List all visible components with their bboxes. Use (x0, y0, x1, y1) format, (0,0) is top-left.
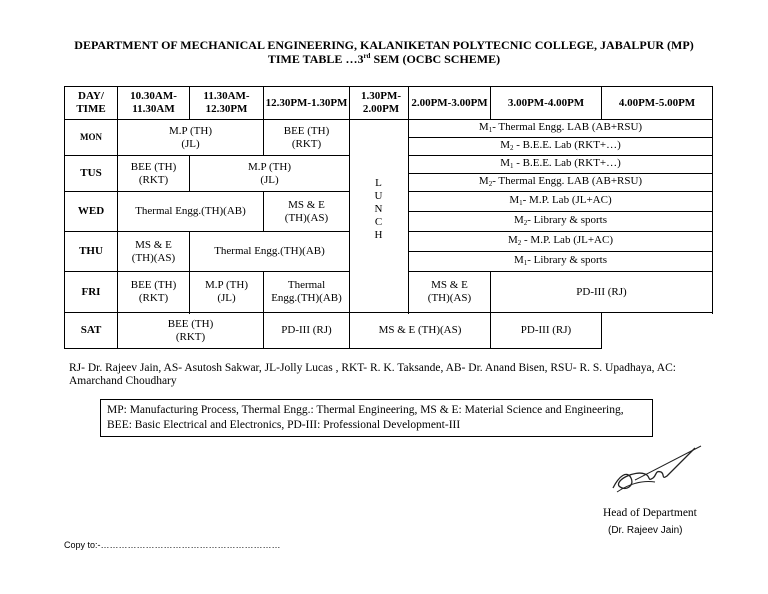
page-subtitle (0, 52, 768, 67)
abbreviation-line-1: MP: Manufacturing Process, Thermal Engg.: Thermal Engineering, MS & E: Material Science and Engineering, (107, 404, 624, 416)
day-fri: FRI (65, 272, 118, 313)
day-sat: SAT (65, 313, 118, 349)
wed-slot-3: MS & E (TH)(AS) (264, 192, 350, 232)
hod-title: Head of Department (603, 507, 697, 519)
header-slot-5: 3.00PM-4.00PM (491, 87, 602, 120)
signature-image (605, 440, 705, 502)
mon-slot-1-2: M.P (TH) (JL) (118, 120, 264, 156)
header-day-time: DAY/ TIME (65, 87, 118, 120)
sat-slot-1-2: BEE (TH) (RKT) (118, 313, 264, 349)
header-row (65, 87, 713, 120)
wed-lab-batch-2: $M_2-$ Library & sports (409, 212, 713, 232)
thu-slot-1: MS & E (TH)(AS) (118, 232, 190, 272)
fri-slot-2: M.P (TH) (JL) (190, 272, 264, 313)
header-slot-2: 11.30AM- 12.30PM (190, 87, 264, 120)
tus-slot-1: BEE (TH) (RKT) (118, 156, 190, 192)
day-wed: WED (65, 192, 118, 232)
header-slot-3: 12.30PM-1.30PM (264, 87, 350, 120)
lunch-column: L U N C H (350, 120, 409, 313)
sat-slot-4-5: MS & E (TH)(AS) (350, 313, 491, 349)
abbreviation-line-2: BEE: Basic Electrical and Electronics, PD-III: Professional Development-III (107, 419, 461, 431)
day-mon: MON (65, 120, 118, 156)
fri-slot-3: Thermal Engg.(TH)(AB) (264, 272, 350, 313)
subtitle-part-b: SEM (OCBC SCHEME) (370, 52, 501, 66)
fri-slot-5-6: PD-III (RJ) (491, 272, 713, 313)
mon-lab-batch-2: $M_2 - B.E.E$. Lab (RKT+…) (409, 138, 713, 156)
header-slot-6: 4.00PM-5.00PM (602, 87, 713, 120)
sat-slot-6: PD-III (RJ) (491, 313, 602, 349)
table-row-mon (65, 120, 713, 138)
fri-slot-4: MS & E (TH)(AS) (409, 272, 491, 313)
tus-lab-batch-2: $M_2-$ Thermal Engg. LAB (AB+RSU) (409, 174, 713, 192)
header-lunch-slot: 1.30PM- 2.00PM (350, 87, 409, 120)
wed-slot-1-2: Thermal Engg.(TH)(AB) (118, 192, 264, 232)
tus-slot-2-3: M.P (TH) (JL) (190, 156, 350, 192)
wed-lab-batch-1: $M_1-$ M.P. Lab (JL+AC) (409, 192, 713, 212)
mon-slot-3: BEE (TH) (RKT) (264, 120, 350, 156)
subtitle-part-a: TIME TABLE …3 (267, 52, 364, 66)
hod-name: (Dr. Rajeev Jain) (608, 525, 683, 536)
timetable (64, 86, 713, 349)
fri-slot-1: BEE (TH) (RKT) (118, 272, 190, 313)
thu-slot-2-3: Thermal Engg.(TH)(AB) (190, 232, 350, 272)
mon-lab-batch-1: $M_1-$ Thermal Engg. LAB (AB+RSU) (409, 120, 713, 138)
day-tus: TUS (65, 156, 118, 192)
faculty-legend: RJ- Dr. Rajeev Jain, AS- Asutosh Sakwar, JL-Jolly Lucas , RKT- R. K. Taksande, AB- Dr. Anand Bisen, RSU- R. S. Upadhaya, AC: Amarchand Choudhary (69, 362, 676, 387)
sat-slot-3: PD-III (RJ) (264, 313, 350, 349)
header-slot-1: 10.30AM- 11.30AM (118, 87, 190, 120)
tus-lab-batch-1: $M_1 - B.E.E$. Lab (RKT+…) (409, 156, 713, 174)
table-row-sat (65, 313, 713, 349)
copy-to-line: Copy to:-…………………………………………………… (64, 540, 281, 550)
page-title: DEPARTMENT OF MECHANICAL ENGINEERING, KALANIKETAN POLYTECNIC COLLEGE, JABALPUR (MP) (74, 38, 694, 52)
abbreviation-box (100, 399, 653, 437)
day-thu: THU (65, 232, 118, 272)
header-slot-4: 2.00PM-3.00PM (409, 87, 491, 120)
subtitle-superscript: rd (363, 52, 371, 60)
thu-lab-batch-1: $M_2 - M.P$. Lab (JL+AC) (409, 232, 713, 252)
thu-lab-batch-2: $M_1-$ Library & sports (409, 252, 713, 272)
